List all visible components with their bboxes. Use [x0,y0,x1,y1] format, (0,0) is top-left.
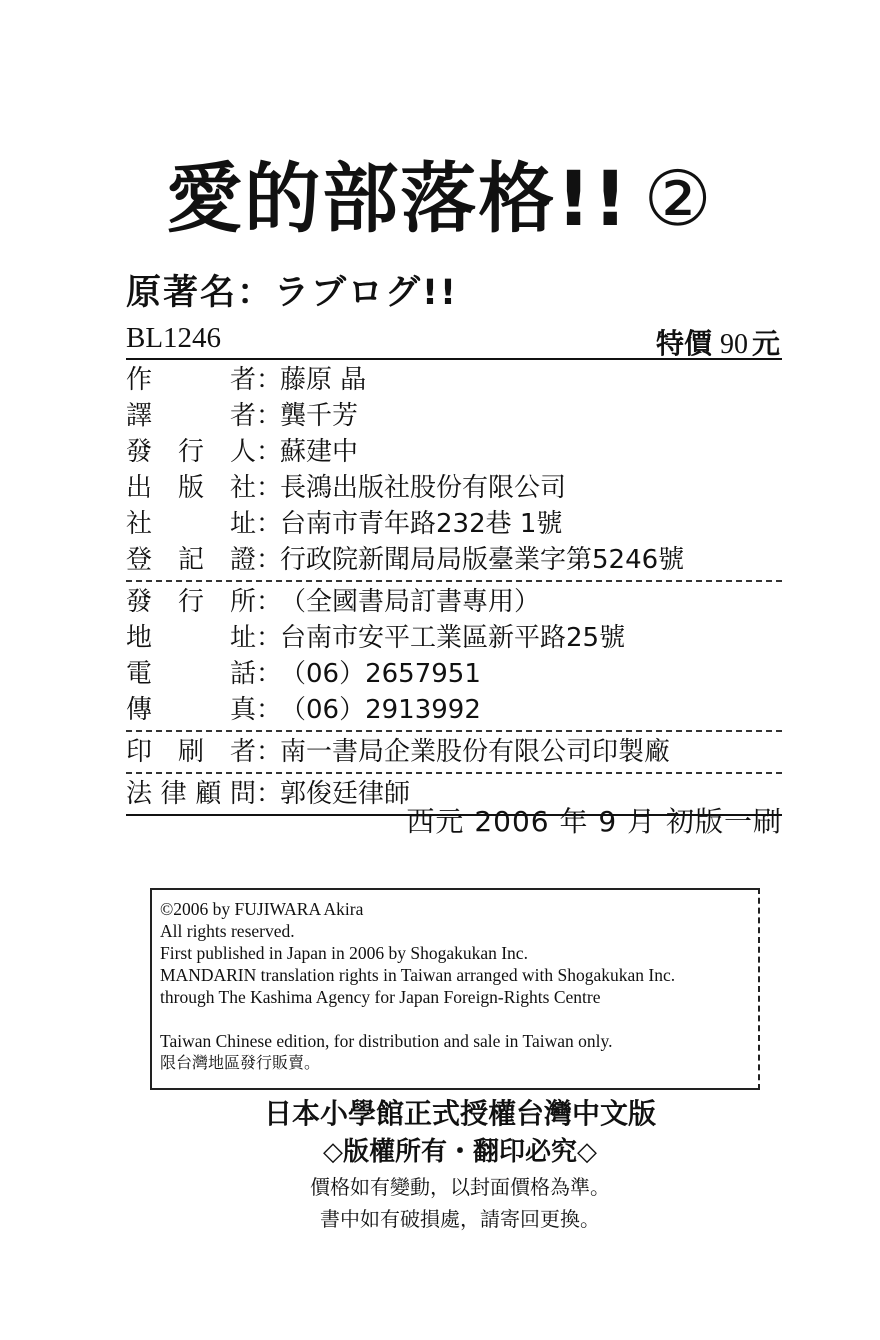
distributor-credits [126,582,782,732]
credit-value: 台南市安平工業區新平路25號 [280,623,626,653]
credit-label: 作者 [126,365,256,395]
credit-value: （06）2913992 [280,695,481,725]
credit-value: （06）2657951 [280,659,481,689]
catalog-row [126,320,782,360]
credit-row-publisher-address [126,506,782,542]
credit-row-issuer [126,434,782,470]
credit-label: 譯者 [126,401,256,431]
credit-value: 行政院新聞局局版臺業字第5246號 [280,545,685,575]
credit-value: 龔千芳 [280,401,359,431]
credits-block [126,362,782,816]
credit-label: 地址 [126,623,256,653]
credit-row-distributor [126,584,782,620]
credit-value: 郭俊廷律師 [280,779,411,809]
credit-colon: ： [256,623,283,653]
copyright-line: ©2006 by FUJIWARA Akira [160,899,364,919]
printer-credits [126,732,782,774]
credit-label: 發行所 [126,587,256,617]
price-change-notice: 價格如有變動，以封面價格為準。 [310,1175,610,1199]
credit-colon: ： [256,587,283,617]
credit-row-publisher [126,470,782,506]
original-title: 原著名：ラブログ!! [126,273,458,313]
credit-row-printer [126,734,782,770]
credit-colon: ： [256,509,283,539]
credit-label: 傳真 [126,695,256,725]
credit-label: 法律顧問 [126,779,256,809]
credit-colon: ： [256,365,283,395]
credit-row-distributor-address [126,620,782,656]
special-price [656,322,780,362]
first-published-line: First published in Japan in 2006 by Shogakukan Inc. [160,943,528,963]
credit-colon: ： [256,779,283,809]
credit-colon: ： [256,401,283,431]
book-title-main: 愛的部落格!! [166,154,630,243]
credit-colon: ： [256,695,283,725]
credit-row-fax [126,692,782,728]
credit-label: 社址 [126,509,256,539]
credit-colon: ： [256,437,283,467]
publisher-credits [126,362,782,582]
credit-colon: ： [256,737,283,767]
credit-colon: ： [256,659,283,689]
credit-value: 蘇建中 [280,437,359,467]
credit-colon: ： [256,545,283,575]
distribution-line-chinese: 限台灣地區發行販賣。 [160,1053,321,1072]
all-rights-notice: ◇版權所有・翻印必究◇ [323,1137,597,1167]
distribution-line: Taiwan Chinese edition, for distribution and sale in Taiwan only. [160,1031,613,1051]
copyright-box [150,888,760,1090]
credit-value: 台南市青年路232巷 1號 [280,509,563,539]
volume-number: ② [643,154,714,243]
edition-line: 西元 2006 年 9 月 初版一刷 [406,805,782,838]
rights-line: All rights reserved. [160,921,295,941]
credit-row-registration [126,542,782,578]
credit-label: 電話 [126,659,256,689]
agency-line: through The Kashima Agency for Japan Foreign-Rights Centre [160,987,601,1007]
credit-row-translator [126,398,782,434]
credit-row-author [126,362,782,398]
price-value: 90 [719,329,748,360]
credit-label: 印刷者 [126,737,256,767]
damage-return-notice: 書中如有破損處，請寄回更換。 [320,1207,600,1231]
footer-notices [0,1095,880,1235]
credit-label: 出版社 [126,473,256,503]
catalog-code: BL1246 [126,322,222,354]
translation-rights-line: MANDARIN translation rights in Taiwan arranged with Shogakukan Inc. [160,965,676,985]
price-unit: 元 [751,327,780,360]
credit-value: （全國書局訂書專用） [280,587,541,617]
credit-value: 南一書局企業股份有限公司印製廠 [280,737,671,767]
credit-label: 發行人 [126,437,256,467]
credit-colon: ： [256,473,283,503]
license-notice: 日本小學館正式授權台灣中文版 [263,1097,656,1130]
credit-value: 長鴻出版社股份有限公司 [280,473,567,503]
book-title [0,138,880,247]
credit-value: 藤原 晶 [280,365,367,395]
price-prefix: 特價 [655,327,712,360]
credit-label: 登記證 [126,545,256,575]
credit-row-phone [126,656,782,692]
